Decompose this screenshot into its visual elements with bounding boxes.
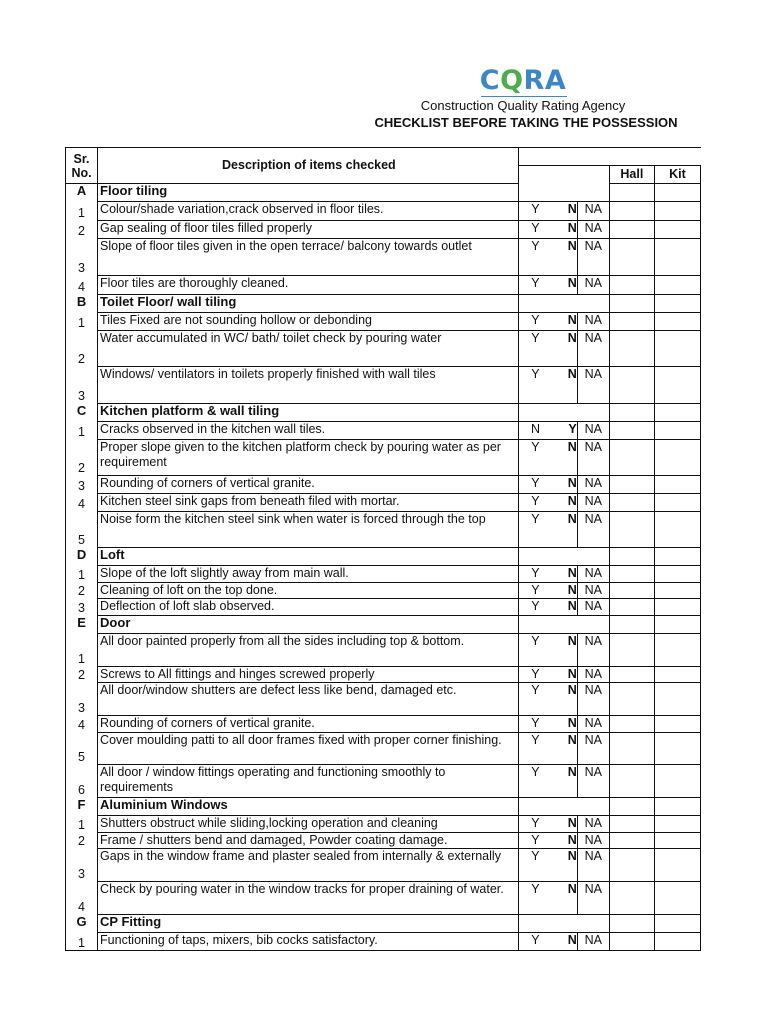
response-n: N (552, 849, 577, 882)
item-number: 3 (66, 599, 98, 616)
response-n: N (552, 276, 577, 295)
item-number: 4 (66, 494, 98, 512)
cqra-logo (0, 64, 768, 98)
response-na: NA (577, 239, 609, 276)
item-number: 3 (66, 849, 98, 882)
checklist-item-row (66, 933, 701, 951)
hall-cell (609, 221, 654, 239)
checklist-item-row (66, 765, 701, 798)
section-y-blank (518, 295, 552, 313)
response-na: NA (577, 816, 609, 833)
hall-cell (609, 566, 654, 583)
section-na-blank (577, 915, 609, 933)
section-hall-blank (609, 295, 654, 313)
response-y: Y (518, 683, 552, 716)
item-description: Functioning of taps, mixers, bib cocks satisfactory. (98, 933, 519, 951)
response-n: N (552, 634, 577, 667)
item-number: 1 (66, 202, 98, 221)
logo-letter-q: Q (500, 65, 524, 96)
response-y: Y (518, 599, 552, 616)
item-description: Shutters obstruct while sliding,locking operation and cleaning (98, 816, 519, 833)
section-title: CP Fitting (98, 915, 519, 933)
hall-cell (609, 634, 654, 667)
section-na-blank (577, 616, 609, 634)
kit-cell (654, 599, 700, 616)
response-y: Y (518, 583, 552, 599)
item-number: 1 (66, 933, 98, 951)
item-number: 6 (66, 765, 98, 798)
hall-cell (609, 599, 654, 616)
response-n: N (552, 583, 577, 599)
section-row (66, 404, 701, 422)
section-n-blank (552, 616, 577, 634)
response-y: Y (518, 221, 552, 239)
item-number: 4 (66, 716, 98, 733)
response-n: N (552, 239, 577, 276)
checklist-item-row (66, 816, 701, 833)
hall-cell (609, 882, 654, 915)
checklist-item-row (66, 221, 701, 239)
header-sr-no (66, 148, 98, 184)
kit-cell (654, 816, 700, 833)
checklist-item-row (66, 634, 701, 667)
checklist-item-row (66, 276, 701, 295)
response-n: N (552, 765, 577, 798)
response-y: Y (518, 566, 552, 583)
response-y: Y (518, 331, 552, 367)
item-number: 2 (66, 440, 98, 476)
response-y: N (518, 422, 552, 440)
section-n-blank (552, 798, 577, 816)
hall-cell (609, 239, 654, 276)
header-response-blank (518, 166, 609, 184)
checklist-item-row (66, 512, 701, 548)
hall-cell (609, 440, 654, 476)
header-description: Description of items checked (98, 148, 519, 184)
hall-cell (609, 476, 654, 494)
response-n: N (552, 367, 577, 404)
response-na: NA (577, 331, 609, 367)
response-y: Y (518, 494, 552, 512)
hall-cell (609, 494, 654, 512)
checklist-item-row (66, 849, 701, 882)
kit-cell (654, 367, 700, 404)
item-description: Check by pouring water in the window tracks for proper draining of water. (98, 882, 519, 915)
response-y: Y (518, 833, 552, 849)
item-description: Kitchen steel sink gaps from beneath filed with mortar. (98, 494, 519, 512)
section-row (66, 798, 701, 816)
section-title: Door (98, 616, 519, 634)
page-title: CHECKLIST BEFORE TAKING THE POSSESSION (374, 115, 678, 130)
response-na: NA (577, 933, 609, 951)
section-y-blank (518, 915, 552, 933)
response-n: N (552, 331, 577, 367)
item-description: Floor tiles are thoroughly cleaned. (98, 276, 519, 295)
section-n-blank (552, 548, 577, 566)
section-kit-blank (654, 295, 700, 313)
header-sr-no-line: No. (71, 165, 92, 180)
section-row (66, 915, 701, 933)
section-title: Toilet Floor/ wall tiling (98, 295, 519, 313)
section-title: Floor tiling (98, 184, 519, 202)
hall-cell (609, 833, 654, 849)
section-kit-blank (654, 184, 700, 202)
item-description: All door / window fittings operating and functioning smoothly to requirements (98, 765, 519, 798)
kit-cell (654, 440, 700, 476)
section-hall-blank (609, 404, 654, 422)
response-na: NA (577, 476, 609, 494)
kit-cell (654, 202, 700, 221)
kit-cell (654, 512, 700, 548)
hall-cell (609, 422, 654, 440)
section-na-blank (577, 548, 609, 566)
section-kit-blank (654, 798, 700, 816)
item-description: Noise form the kitchen steel sink when water is forced through the top (98, 512, 519, 548)
response-n: N (552, 599, 577, 616)
response-na: NA (577, 683, 609, 716)
hall-cell (609, 313, 654, 331)
response-na: NA (577, 367, 609, 404)
item-description: Cleaning of loft on the top done. (98, 583, 519, 599)
section-row (66, 184, 701, 202)
item-number: 2 (66, 833, 98, 849)
header-hall: Hall (609, 166, 654, 184)
section-y-blank (518, 184, 552, 202)
section-kit-blank (654, 616, 700, 634)
item-description: Frame / shutters bend and damaged, Powder coating damage. (98, 833, 519, 849)
item-description: Tiles Fixed are not sounding hollow or debonding (98, 313, 519, 331)
checklist-item-row (66, 202, 701, 221)
section-title: Loft (98, 548, 519, 566)
item-number: 1 (66, 634, 98, 667)
kit-cell (654, 239, 700, 276)
section-id: A (66, 184, 98, 202)
section-hall-blank (609, 616, 654, 634)
response-n: N (552, 313, 577, 331)
checklist-item-row (66, 833, 701, 849)
response-n: N (552, 476, 577, 494)
table-header-row-1 (66, 148, 701, 166)
item-description: Slope of the loft slightly away from main wall. (98, 566, 519, 583)
response-na: NA (577, 512, 609, 548)
checklist-body (66, 148, 701, 951)
kit-cell (654, 733, 700, 765)
response-na: NA (577, 202, 609, 221)
item-description: Windows/ ventilators in toilets properly finished with wall tiles (98, 367, 519, 404)
response-na: NA (577, 221, 609, 239)
logo-letter-c: C (479, 65, 501, 96)
response-y: Y (518, 313, 552, 331)
hall-cell (609, 512, 654, 548)
kit-cell (654, 882, 700, 915)
section-hall-blank (609, 184, 654, 202)
hall-cell (609, 849, 654, 882)
kit-cell (654, 566, 700, 583)
section-title: Aluminium Windows (98, 798, 519, 816)
item-description: Screws to All fittings and hinges screwed properly (98, 667, 519, 683)
kit-cell (654, 683, 700, 716)
logo-underline (481, 96, 567, 97)
checklist-item-row (66, 716, 701, 733)
response-y: Y (518, 239, 552, 276)
hall-cell (609, 667, 654, 683)
response-y: Y (518, 816, 552, 833)
response-na: NA (577, 566, 609, 583)
hall-cell (609, 583, 654, 599)
section-row (66, 548, 701, 566)
item-number: 2 (66, 331, 98, 367)
item-number: 2 (66, 583, 98, 599)
kit-cell (654, 583, 700, 599)
response-n: N (552, 933, 577, 951)
kit-cell (654, 849, 700, 882)
section-y-blank (518, 798, 552, 816)
kit-cell (654, 667, 700, 683)
hall-cell (609, 331, 654, 367)
response-n: N (552, 882, 577, 915)
response-n: N (552, 667, 577, 683)
response-y: Y (518, 882, 552, 915)
checklist-item-row (66, 733, 701, 765)
response-n: N (552, 494, 577, 512)
item-description: Rounding of corners of vertical granite. (98, 476, 519, 494)
response-na: NA (577, 276, 609, 295)
section-kit-blank (654, 915, 700, 933)
section-n-blank (552, 404, 577, 422)
item-description: Proper slope given to the kitchen platform check by pouring water as per requirement (98, 440, 519, 476)
section-hall-blank (609, 798, 654, 816)
kit-cell (654, 716, 700, 733)
response-n: N (552, 733, 577, 765)
item-number: 2 (66, 221, 98, 239)
response-n: N (552, 566, 577, 583)
response-n: N (552, 202, 577, 221)
section-n-blank (552, 295, 577, 313)
section-id: C (66, 404, 98, 422)
kit-cell (654, 422, 700, 440)
section-na-blank (577, 295, 609, 313)
checklist-item-row (66, 667, 701, 683)
response-y: Y (518, 933, 552, 951)
section-id: E (66, 616, 98, 634)
response-y: Y (518, 716, 552, 733)
item-description: Slope of floor tiles given in the open terrace/ balcony towards outlet (98, 239, 519, 276)
checklist-item-row (66, 476, 701, 494)
kit-cell (654, 313, 700, 331)
response-y: Y (518, 440, 552, 476)
response-na: NA (577, 849, 609, 882)
section-row (66, 295, 701, 313)
section-kit-blank (654, 404, 700, 422)
section-na-blank (577, 798, 609, 816)
response-n: N (552, 683, 577, 716)
kit-cell (654, 331, 700, 367)
header-sr-no-label (71, 152, 91, 180)
logo-letter-a: A (544, 65, 567, 96)
kit-cell (654, 933, 700, 951)
item-description: Rounding of corners of vertical granite. (98, 716, 519, 733)
item-number: 5 (66, 733, 98, 765)
response-na: NA (577, 765, 609, 798)
item-description: All door painted properly from all the sides including top & bottom. (98, 634, 519, 667)
response-y: Y (518, 512, 552, 548)
section-row (66, 616, 701, 634)
item-number: 3 (66, 476, 98, 494)
item-description: Water accumulated in WC/ bath/ toilet check by pouring water (98, 331, 519, 367)
section-y-blank (518, 404, 552, 422)
hall-cell (609, 276, 654, 295)
response-n: N (552, 816, 577, 833)
checklist-item-row (66, 440, 701, 476)
response-na: NA (577, 667, 609, 683)
header-sr-no-line: Sr. (73, 151, 90, 166)
section-id: D (66, 548, 98, 566)
hall-cell (609, 933, 654, 951)
checklist-item-row (66, 566, 701, 583)
section-na-blank (577, 404, 609, 422)
kit-cell (654, 833, 700, 849)
section-kit-blank (654, 548, 700, 566)
item-number: 2 (66, 667, 98, 683)
item-number: 1 (66, 313, 98, 331)
response-na: NA (577, 882, 609, 915)
checklist-item-row (66, 494, 701, 512)
checklist-item-row (66, 367, 701, 404)
header-blank-band (518, 148, 700, 166)
section-title: Kitchen platform & wall tiling (98, 404, 519, 422)
item-description: Cover moulding patti to all door frames fixed with proper corner finishing. (98, 733, 519, 765)
response-n: N (552, 512, 577, 548)
response-na: NA (577, 583, 609, 599)
section-y-blank (518, 548, 552, 566)
response-y: Y (518, 476, 552, 494)
agency-name: Construction Quality Rating Agency (420, 98, 626, 113)
item-description: All door/window shutters are defect less like bend, damaged etc. (98, 683, 519, 716)
hall-cell (609, 765, 654, 798)
checklist-item-row (66, 313, 701, 331)
item-description: Gaps in the window frame and plaster sealed from internally & externally (98, 849, 519, 882)
item-number: 1 (66, 566, 98, 583)
response-y: Y (518, 667, 552, 683)
item-number: 3 (66, 239, 98, 276)
kit-cell (654, 494, 700, 512)
response-n: N (552, 440, 577, 476)
response-na: NA (577, 716, 609, 733)
hall-cell (609, 202, 654, 221)
response-y: Y (518, 367, 552, 404)
hall-cell (609, 367, 654, 404)
hall-cell (609, 733, 654, 765)
checklist-item-row (66, 599, 701, 616)
section-id: F (66, 798, 98, 816)
kit-cell (654, 765, 700, 798)
response-n: N (552, 221, 577, 239)
item-number: 1 (66, 422, 98, 440)
response-na: NA (577, 634, 609, 667)
response-na: NA (577, 440, 609, 476)
section-hall-blank (609, 915, 654, 933)
response-na: NA (577, 733, 609, 765)
checklist-item-row (66, 331, 701, 367)
response-y: Y (518, 765, 552, 798)
header-kit: Kit (654, 166, 700, 184)
section-na-blank (577, 184, 609, 202)
checklist-item-row (66, 422, 701, 440)
section-hall-blank (609, 548, 654, 566)
response-y: Y (518, 202, 552, 221)
response-y: Y (518, 634, 552, 667)
item-number: 5 (66, 512, 98, 548)
item-number: 3 (66, 367, 98, 404)
checklist-table (65, 147, 701, 951)
section-id: G (66, 915, 98, 933)
response-n: N (552, 833, 577, 849)
response-y: Y (518, 733, 552, 765)
response-y: Y (518, 276, 552, 295)
kit-cell (654, 476, 700, 494)
checklist-item-row (66, 683, 701, 716)
checklist-item-row (66, 882, 701, 915)
kit-cell (654, 634, 700, 667)
kit-cell (654, 276, 700, 295)
kit-cell (654, 221, 700, 239)
item-number: 4 (66, 882, 98, 915)
item-description: Deflection of loft slab observed. (98, 599, 519, 616)
response-na: NA (577, 599, 609, 616)
section-y-blank (518, 616, 552, 634)
checklist-item-row (66, 239, 701, 276)
response-na: NA (577, 494, 609, 512)
section-id: B (66, 295, 98, 313)
response-n: Y (552, 422, 577, 440)
response-na: NA (577, 422, 609, 440)
hall-cell (609, 816, 654, 833)
hall-cell (609, 683, 654, 716)
response-y: Y (518, 849, 552, 882)
section-n-blank (552, 915, 577, 933)
hall-cell (609, 716, 654, 733)
item-number: 3 (66, 683, 98, 716)
item-description: Gap sealing of floor tiles filled properly (98, 221, 519, 239)
logo-letter-r: R (523, 65, 545, 96)
item-description: Colour/shade variation,crack observed in floor tiles. (98, 202, 519, 221)
item-description: Cracks observed in the kitchen wall tiles. (98, 422, 519, 440)
item-number: 1 (66, 816, 98, 833)
checklist-item-row (66, 583, 701, 599)
response-n: N (552, 716, 577, 733)
response-na: NA (577, 313, 609, 331)
response-na: NA (577, 833, 609, 849)
item-number: 4 (66, 276, 98, 295)
section-n-blank (552, 184, 577, 202)
